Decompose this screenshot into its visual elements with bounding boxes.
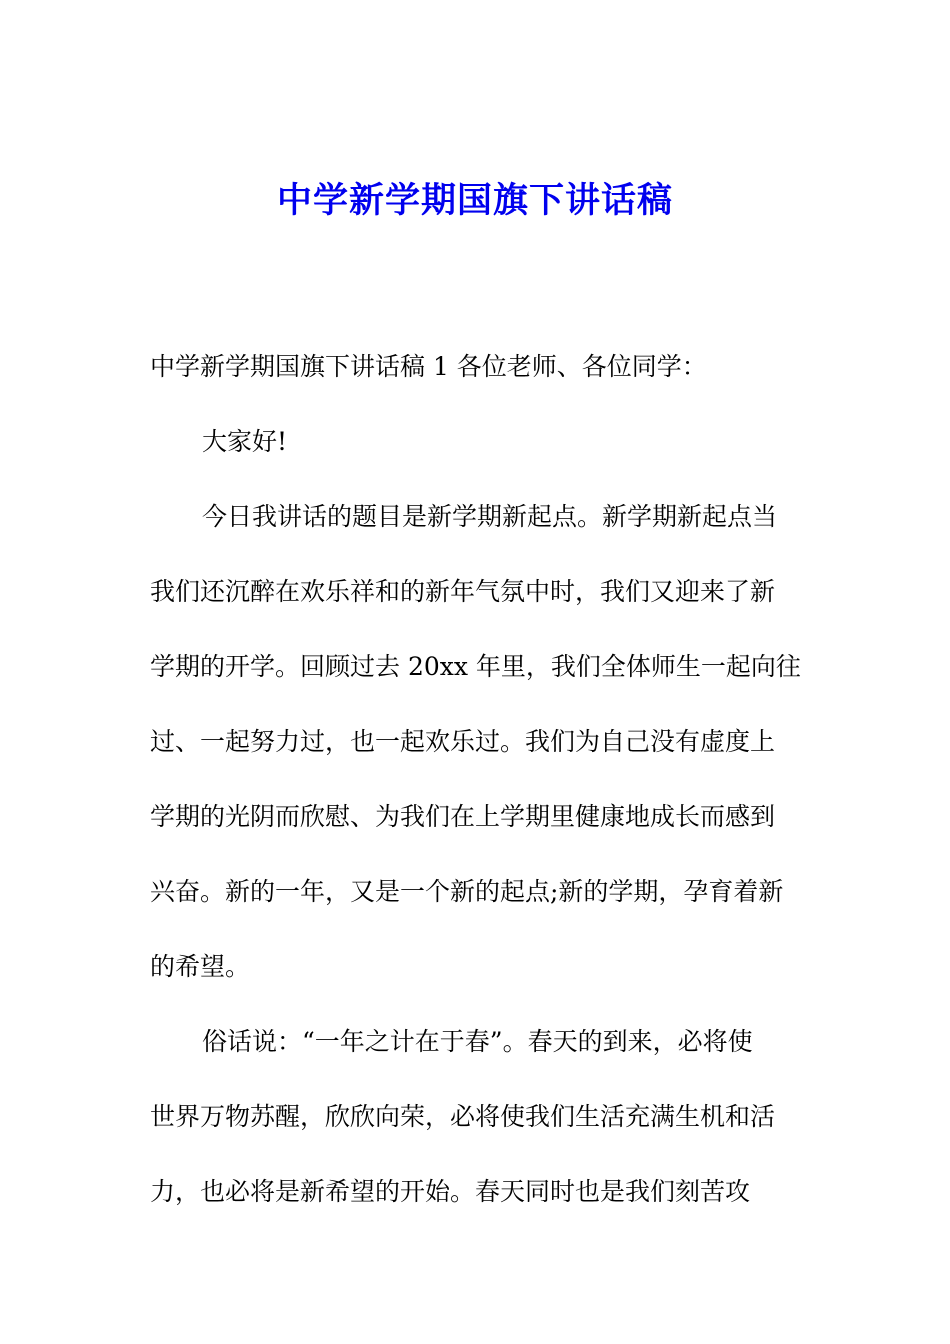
text-line: 大家好! bbox=[202, 427, 288, 456]
text-line: 中学新学期国旗下讲话稿 1 各位老师、各位同学： bbox=[150, 352, 707, 381]
text-line: 的希望。 bbox=[150, 952, 251, 981]
text-line: 世界万物苏醒，欣欣向荣，必将使我们生活充满生机和活 bbox=[150, 1102, 776, 1131]
text-line: 过、一起努力过，也一起欢乐过。我们为自己没有虚度上 bbox=[150, 727, 776, 756]
text-line: 俗话说：“一年之计在于春”。春天的到来，必将使 bbox=[202, 1027, 753, 1056]
text-line: 我们还沉醉在欢乐祥和的新年气氛中时，我们又迎来了新 bbox=[150, 577, 776, 606]
text-line: 学期的开学。回顾过去 20xx 年里，我们全体师生一起向往 bbox=[150, 652, 801, 681]
document-body bbox=[150, 329, 810, 1229]
text-line: 今日我讲话的题目是新学期新起点。新学期新起点当 bbox=[202, 502, 778, 531]
text-line: 力，也必将是新希望的开始。春天同时也是我们刻苦攻 bbox=[150, 1177, 751, 1206]
text-line: 兴奋。新的一年，又是一个新的起点;新的学期，孕育着新 bbox=[150, 877, 784, 906]
greeting-paragraph bbox=[150, 329, 810, 404]
text-line: 学期的光阴而欣慰、为我们在上学期里健康地成长而感到 bbox=[150, 802, 776, 831]
topic-paragraph bbox=[150, 479, 810, 1004]
document-title: 中学新学期国旗下讲话稿 bbox=[276, 181, 673, 221]
salutation-paragraph bbox=[150, 404, 810, 479]
spring-paragraph bbox=[150, 1004, 810, 1229]
